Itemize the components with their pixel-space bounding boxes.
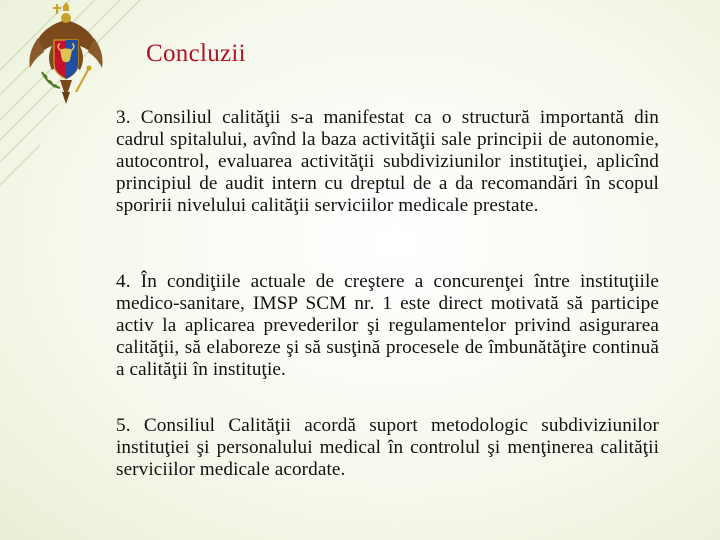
conclusion-paragraph-5: 5. Consiliul Calităţii acordă suport metodologic subdiviziunilor instituţiei şi personalului medical în controlul şi menţinerea calităţii serviciilor medicale acordate. bbox=[116, 415, 659, 480]
conclusion-paragraph-4: 4. În condiţiile actuale de creştere a concurenţei între instituţiile medico-sanitare, IMSP SCM nr. 1 este direct motivată să participe activ la aplicarea prevederilor şi regulamentelor privind asigurarea calităţii, să elaboreze şi să susţină procesele de îmbunătăţire continuă a calităţii în instituţie. bbox=[116, 271, 659, 380]
moldova-coat-of-arms-icon bbox=[18, 2, 114, 106]
conclusion-paragraph-3: 3. Consiliul calităţii s-a manifestat ca o structură importantă din cadrul spitalului, avînd la baza activităţii sale principii de autonomie, autocontrol, evaluarea activităţii subdiviziunilor instituţiei, aplicînd principiul de audit intern cu dreptul de a da recomandări în scopul sporirii nivelului calităţii serviciilor medicale prestate. bbox=[116, 107, 659, 216]
slide-title: Concluzii bbox=[146, 40, 246, 67]
